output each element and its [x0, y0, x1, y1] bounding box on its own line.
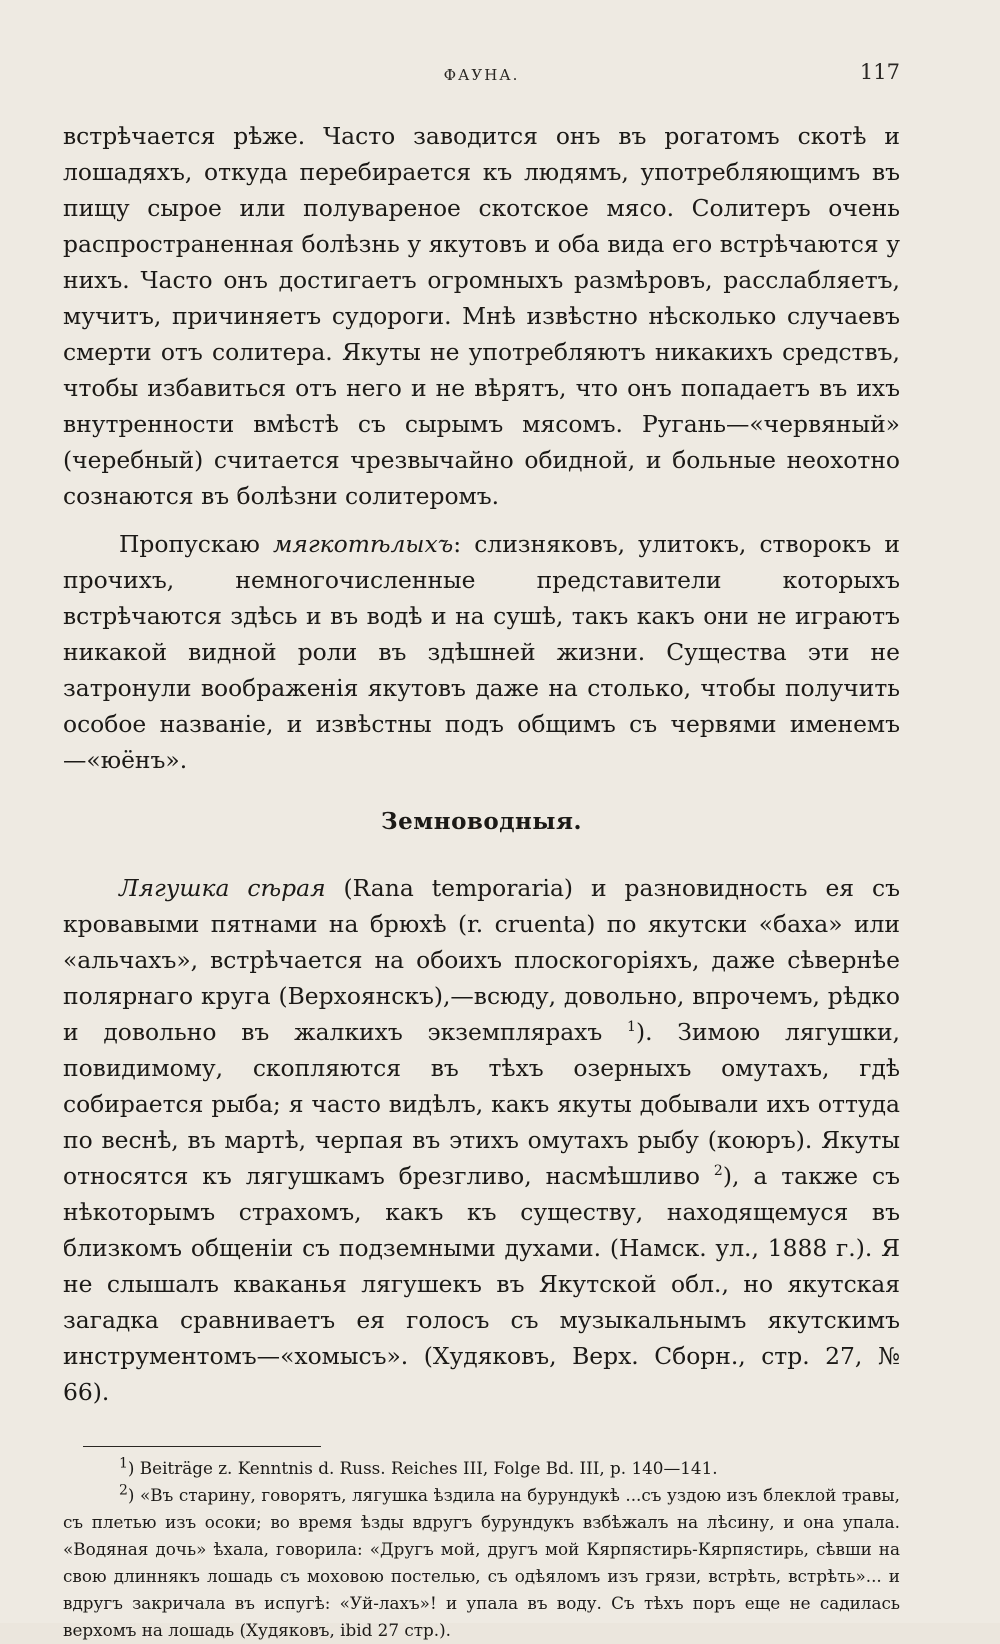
- section-heading: Земноводныя.: [381, 808, 582, 835]
- footnote-marker: 1: [119, 1455, 128, 1472]
- paragraph-tapeworm: встрѣчается рѣже. Часто заводится онъ въ рогатомъ скотѣ и лошадяхъ, откуда перебирается къ людямъ, употребляющимъ въ пищу сырое или полувареное скотское мясо. Солитеръ очень распространенная болѣзнь у якутовъ и оба вида его встрѣчаются у нихъ. Часто онъ достигаетъ огромныхъ размѣровъ, расслабляетъ, мучитъ, причиняетъ судороги. Мнѣ извѣстно нѣсколько случаевъ смерти отъ солитера. Якуты не употребляютъ никакихъ средствъ, чтобы избавиться отъ него и не вѣрятъ, что онъ попадаетъ въ ихъ внутренности вмѣстѣ съ сырымъ мясомъ. Ругань—«червяный» (черебный) считается чрезвычайно обидной, и больные неохотно сознаются въ болѣзни солитеромъ.: [63, 122, 900, 510]
- footnote-2: [63, 1482, 900, 1644]
- page-header: [63, 60, 900, 90]
- footnote-ref-2[interactable]: 2: [713, 1163, 723, 1180]
- footnote-ref-1[interactable]: 1: [627, 1019, 636, 1036]
- footnote-divider: [83, 1446, 321, 1447]
- paragraph-mollusks: [63, 526, 900, 778]
- footnote-marker: 2: [119, 1482, 128, 1499]
- footnote-1: [63, 1455, 900, 1482]
- footnote-text: ) Beiträge z. Kenntnis d. Russ. Reiches III, Folge Bd. III, p. 140—141.: [127, 1458, 718, 1478]
- body-text: [63, 118, 900, 1644]
- paragraph-text: ). Зимою лягушки, повидимому, скопляются въ тѣхъ озерныхъ омутахъ, гдѣ собирается рыба; я часто видѣлъ, какъ якуты добывали ихъ оттуда по веснѣ, въ мартѣ, черпая въ этихъ омутахъ рыбу (коюръ). Якуты относятся къ лягушкамъ брезгливо, насмѣшливо: [63, 1018, 900, 1190]
- page-number: 117: [859, 60, 900, 84]
- running-title: ФАУНА.: [443, 66, 520, 84]
- italic-term-mollusks: мягкотѣлыхъ: [272, 530, 454, 558]
- paragraph-text: : слизняковъ, улитокъ, створокъ и прочихъ, немногочисленные представители которыхъ встрѣчаются здѣсь и въ водѣ и на сушѣ, такъ какъ они не играютъ никакой видной роли въ здѣшней жизни. Существа эти не затронули воображенія якутовъ даже на столько, чтобы получить особое названіе, и извѣстны подъ общимъ съ червями именемъ—«юёнъ».: [63, 530, 900, 774]
- paragraph-frog: [63, 870, 900, 1410]
- paragraph-text: (Rana temporaria) и разновидность ея съ кровавыми пятнами на брюхѣ (r. cruenta) по якутски «баха» или «альчахъ», встрѣчается на обоихъ плоскогоріяхъ, даже сѣвернѣе полярнаго круга (Верхоянскъ),—всюду, довольно, впрочемъ, рѣдко и довольно въ жалкихъ экземплярахъ: [63, 874, 901, 1046]
- footnotes: [63, 1455, 900, 1644]
- paragraph-text: ), а также съ нѣкоторымъ страхомъ, какъ къ существу, находящемуся въ близкомъ общеніи съ подземными духами. (Намск. ул., 1888 г.). Я не слышалъ кваканья лягушекъ въ Якутской обл., но якутская загадка сравниваетъ ея голосъ съ музыкальнымъ якутскимъ инструментомъ—«хомысъ». (Худяковъ, Верх. Сборн., стр. 27, № 66).: [63, 1162, 900, 1406]
- footnote-text: ) «Въ старину, говорятъ, лягушка ѣздила на бурундукѣ ...съ уздою изъ блеклой травы, съ плетью изъ осоки; во время ѣзды вдругъ бурундукъ взбѣжалъ на лѣсину, и она упала. «Водяная дочь» ѣхала, говорила: «Другъ мой, другъ мой Кярпястирь-Кярпястирь, сѣвши на свою длиннякъ лошадь съ моховою постелью, съ одѣяломъ изъ грязи, встрѣть, встрѣть»... и вдругъ закричала въ испугѣ: «Уй-лахъ»! и упала въ воду. Съ тѣхъ поръ еще не садилась верхомъ на лошадь (Худяковъ, ibid 27 стр.).: [63, 1485, 900, 1640]
- paragraph-lead: Пропускаю: [119, 530, 273, 558]
- italic-term-frog: Лягушка сѣрая: [119, 874, 326, 902]
